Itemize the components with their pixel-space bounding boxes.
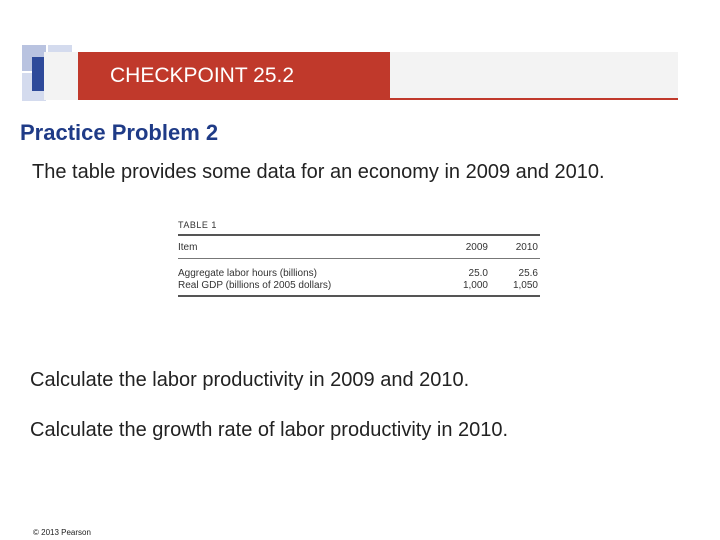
table-caption: TABLE 1 — [178, 220, 217, 230]
table-header-2009: 2009 — [465, 241, 488, 253]
table-cell-2010: 1,050 — [512, 279, 538, 291]
table-bottom-rule — [178, 295, 540, 297]
question-1: Calculate the labor productivity in 2009 and 2010. — [30, 369, 470, 391]
table-cell-2009: 1,000 — [462, 279, 488, 291]
table-cell-2010: 25.6 — [518, 267, 538, 279]
problem-title: Practice Problem 2 — [20, 120, 219, 145]
checkpoint-banner — [78, 52, 390, 100]
table-row — [178, 279, 540, 291]
table-row — [178, 267, 540, 279]
question-2: Calculate the growth rate of labor productivity in 2010. — [30, 419, 509, 441]
table-cell-item: Real GDP (billions of 2005 dollars) — [178, 279, 332, 291]
checkpoint-title: CHECKPOINT 25.2 — [110, 64, 295, 87]
table-cell-2009: 25.0 — [468, 267, 488, 279]
intro-text: The table provides some data for an economy in 2009 and 2010. — [32, 161, 605, 183]
table-cell-item: Aggregate labor hours (billions) — [178, 267, 317, 279]
data-table — [178, 220, 540, 297]
table-header-item: Item — [178, 241, 198, 253]
banner-divider — [78, 98, 678, 100]
table-header-2010: 2010 — [515, 241, 538, 253]
copyright-text: © 2013 Pearson — [33, 528, 91, 537]
table-header-row — [178, 236, 540, 258]
